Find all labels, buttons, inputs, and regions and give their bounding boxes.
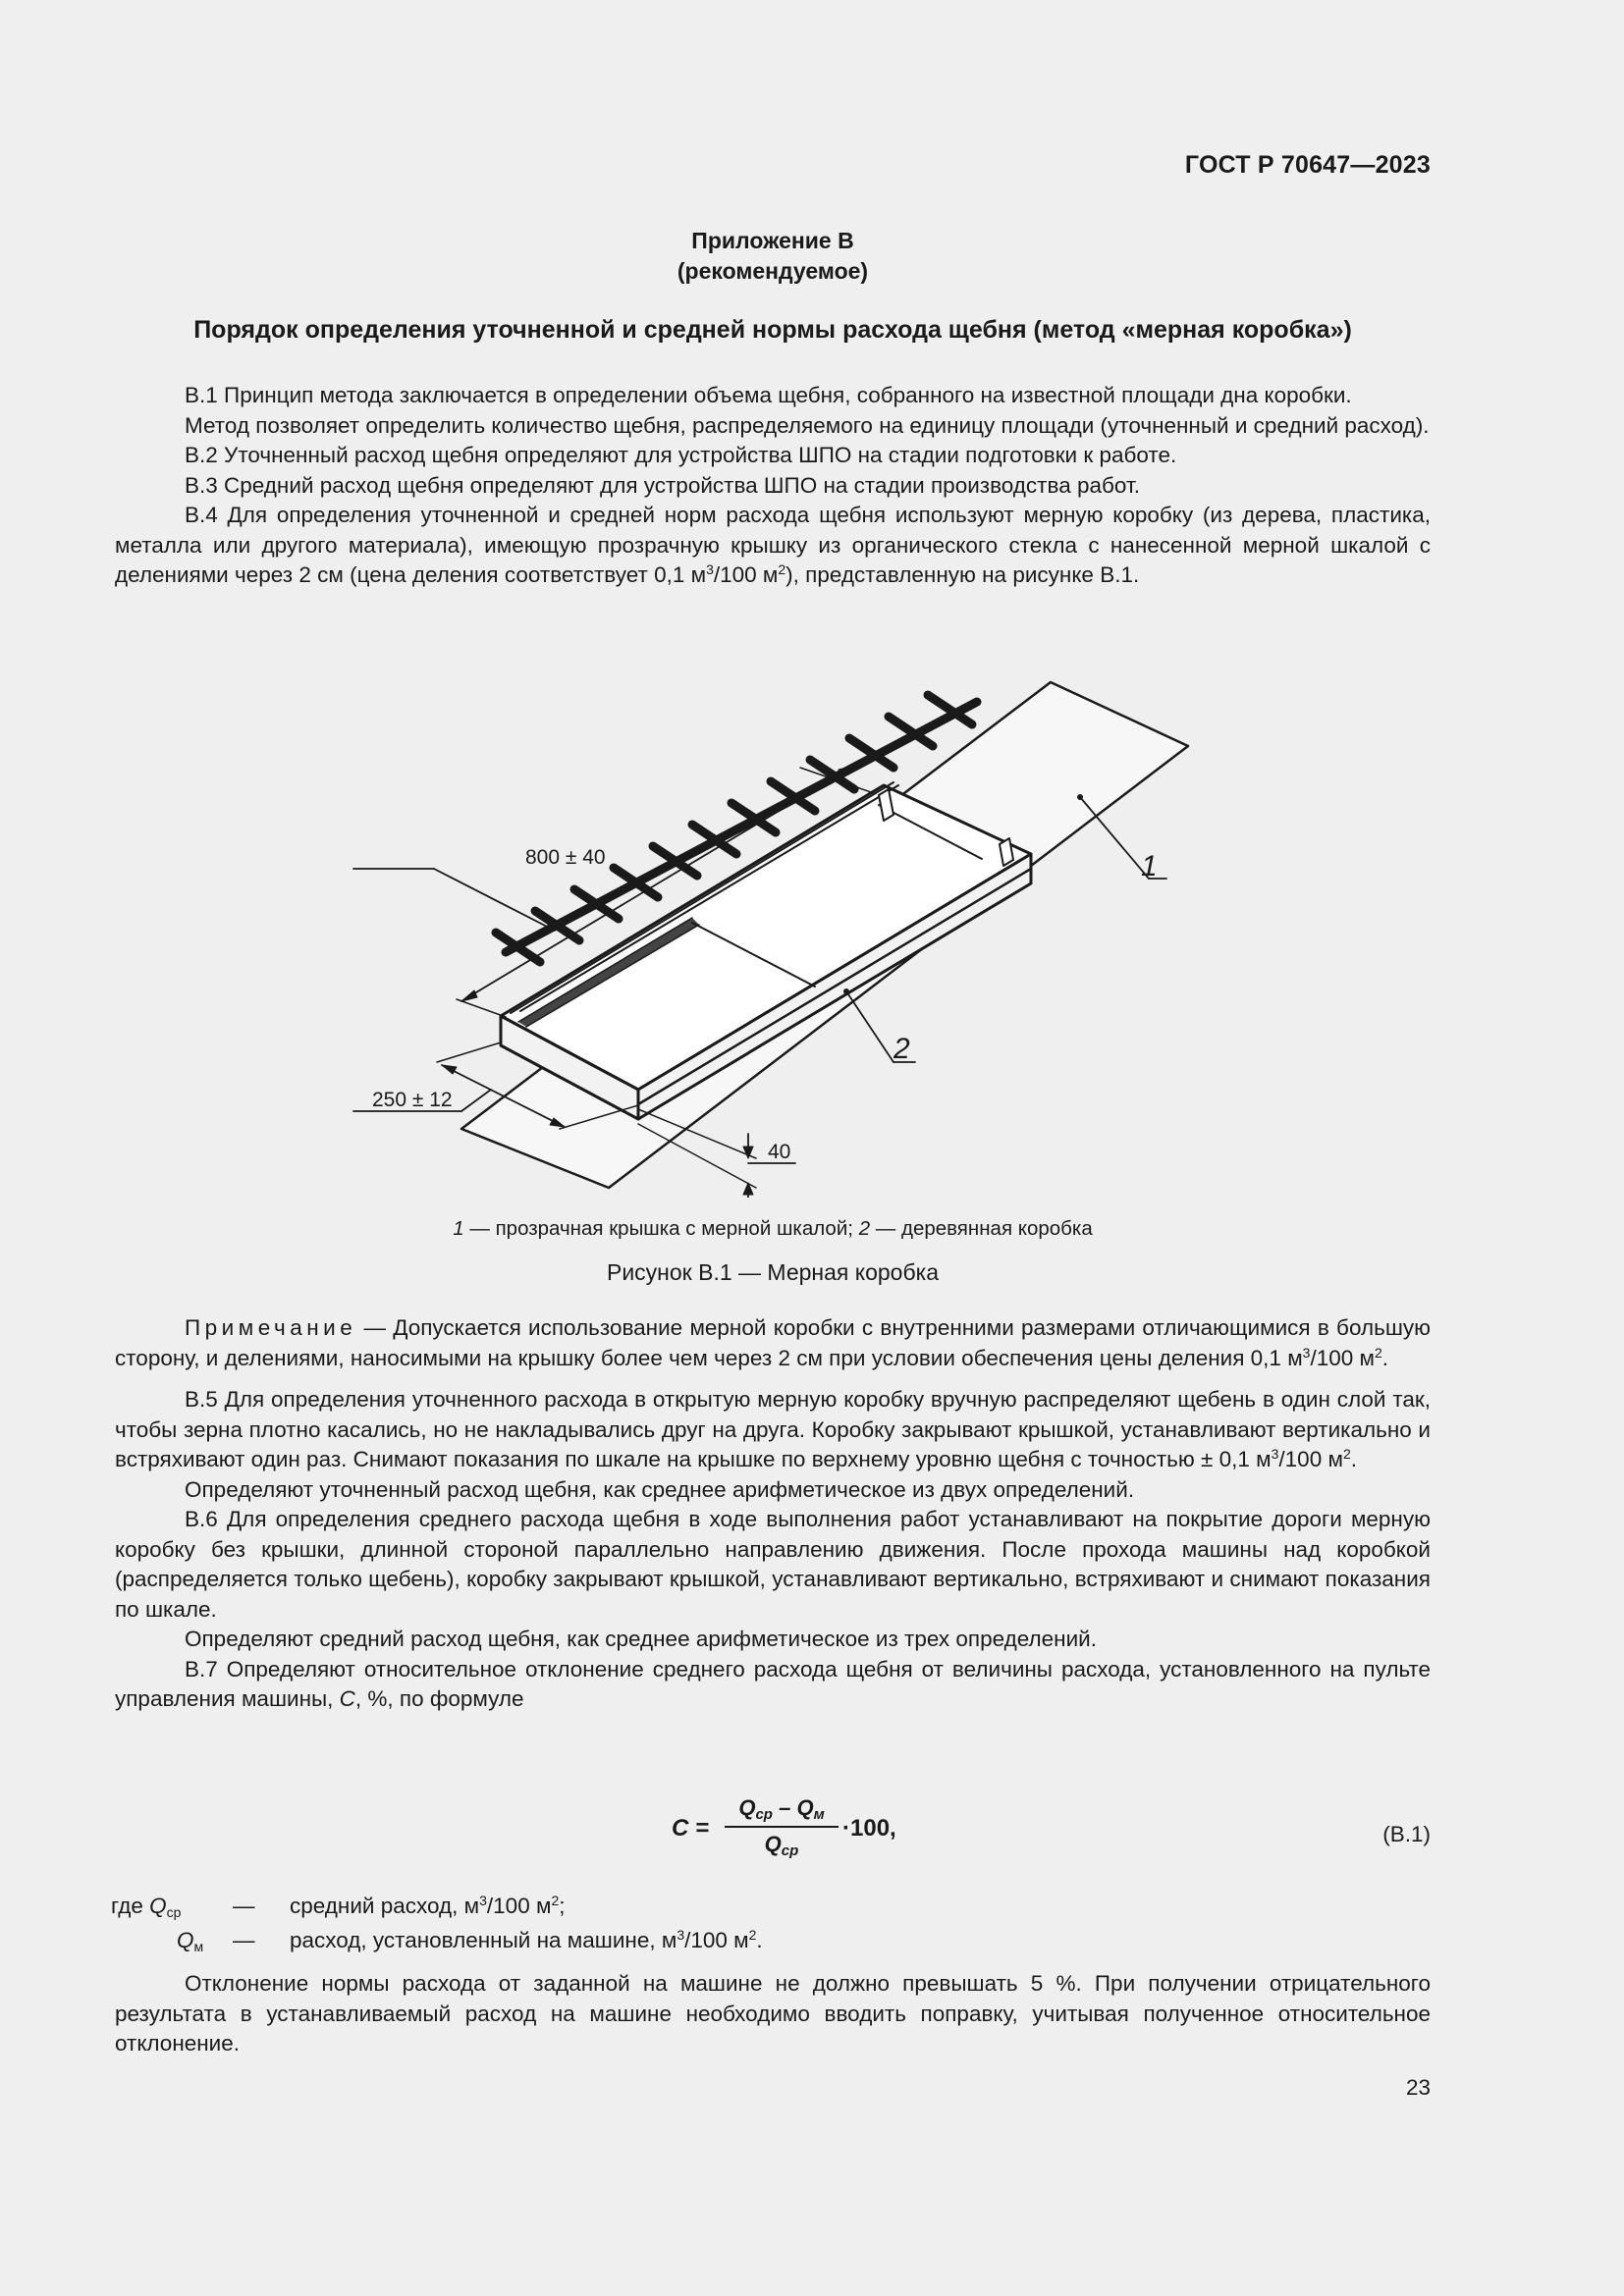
paragraph-b2: В.2 Уточненный расход щебня определяют для устройства ШПО на стадии подготовки к работе.	[185, 443, 1177, 467]
standard-code: ГОСТ Р 70647—2023	[1184, 151, 1431, 179]
section-title: Порядок определения уточненной и средней нормы расхода щебня (метод «мерная коробка»)	[193, 316, 1352, 344]
definition-row: $Q_м$ — расход, установленный на машине, $м^3/100$ $м^2$.	[177, 1927, 763, 1954]
final-paragraph-block	[115, 1969, 1431, 2059]
paragraph-method: Метод позволяет определить количество щебня, распределяемого на единицу площади (уточненный и средний расход).	[185, 412, 1430, 438]
callout-2-label: 2	[893, 1033, 910, 1065]
paragraph-b6: В.6 Для определения среднего расхода щебня в ходе выполнения работ устанавливают на покрытие дороги мерную коробку без крышки, длинной стороной параллельно направлению движения. После прохода машины над коробкой (распределяется только щебень), коробку закрывают крышкой, устанавливают вертикально, встряхивают и снимают показания по шкале.	[115, 1507, 1431, 1622]
appendix-label: Приложение В	[691, 228, 854, 253]
dimension-width-label: 250 ± 12	[372, 1089, 453, 1111]
dimension-length-label: 800 ± 40	[525, 846, 606, 869]
formula-denominator: $Q_{ср}$	[764, 1832, 799, 1859]
paragraph-b3: В.3 Средний расход щебня определяют для устройства ШПО на стадии производства работ.	[185, 472, 1140, 498]
formula-number: (В.1)	[1382, 1822, 1431, 1846]
formula-numerator: $Q_{ср} - Q_м$	[738, 1795, 825, 1823]
paragraph-average: Определяют средний расход щебня, как среднее арифметическое из трех определений.	[185, 1627, 1097, 1651]
figure-caption: Рисунок В.1 — Мерная коробка	[606, 1259, 939, 1285]
formula-fraction	[725, 1792, 839, 1859]
appendix-status: (рекомендуемое)	[677, 258, 869, 284]
paragraph-b4: В.4 Для определения уточненной и средней норм расхода щебня используют мерную коробку (из дерева, пластика, металла или другого материала), имеющую прозрачную крышку из органического стекла с нанесенной мерной шкалой с делениями через 2 см (цена деления соответствует 0,1 $м^3/100$ $м^2$), представленную на рисунке В.1.	[115, 503, 1431, 587]
paragraph-b1: В.1 Принцип метода заключается в определении объема щебня, собранного на известной площади дна коробки.	[185, 383, 1352, 407]
fraction-bar	[725, 1826, 839, 1828]
paragraph-b7: В.7 Определяют относительное отклонение среднего расхода щебня от величины расхода, установленного на пульте управления машины, C, %, по формуле	[115, 1656, 1431, 1711]
variable-definitions	[111, 1889, 1431, 1957]
paragraph-refined-average: Определяют уточненный расход щебня, как среднее арифметическое из двух определений.	[185, 1476, 1135, 1502]
measuring-box-drawing	[344, 667, 1208, 1198]
dimension-height-label: 40	[768, 1141, 791, 1163]
definition-row: где $Q_{ср}$ — средний расход, $м^3/100$ $м^2$;	[111, 1893, 566, 1920]
figure-legend: 1 — прозрачная крышка с мерной шкалой; 2 — деревянная коробка	[453, 1217, 1093, 1240]
intro-paragraphs	[115, 381, 1431, 591]
page-number: 23	[1405, 2075, 1431, 2100]
appendix-heading	[0, 226, 1545, 287]
note-paragraph: Примечание — Допускается использование мерной коробки с внутренними размерами отличающимися в большую сторону, и делениями, наносимыми на крышку более чем через 2 см при условии обеспечения цены деления 0,1 $м^3/100$ $м^2$.	[115, 1315, 1431, 1370]
callout-1-label: 1	[1141, 850, 1158, 882]
formula-b1: C = $Q_{ср} - Q_м$ $Q_{ср}$ ·100,	[668, 1792, 923, 1871]
main-paragraphs	[115, 1313, 1431, 1715]
paragraph-b5: В.5 Для определения уточненного расхода в открытую мерную коробку вручную распределяют щебень в один слой так, чтобы зерна плотно касались, но не накладывались друг на друга. Коробку закрывают крышкой, устанавливают вертикально и встряхивают один раз. Снимают показания по шкале на крышке по верхнему уровню щебня с точностью ± 0,1 $м^3/100$ $м^2$.	[115, 1387, 1431, 1471]
paragraph-deviation: Отклонение нормы расхода от заданной на машине не должно превышать 5 %. При получении отрицательного результата в устанавливаемый расход на машине необходимо вводить поправку, учитывая полученное относительное отклонение.	[115, 1971, 1431, 2056]
